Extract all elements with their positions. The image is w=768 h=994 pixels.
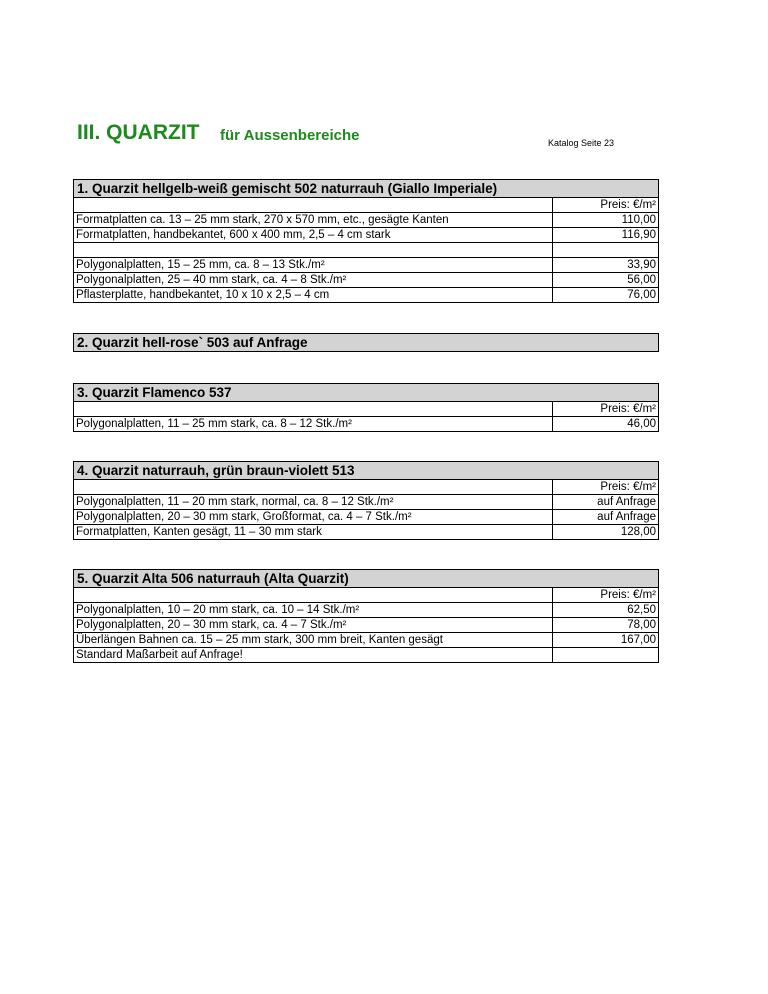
row-description	[74, 480, 553, 495]
row-price: 62,50	[553, 603, 659, 618]
table-row	[74, 588, 659, 603]
section-heading: 5. Quarzit Alta 506 naturrauh (Alta Quarzit)	[74, 570, 659, 588]
table-row	[74, 402, 659, 417]
row-price: 76,00	[553, 288, 659, 303]
row-description: Polygonalplatten, 25 – 40 mm stark, ca. 4 – 8 Stk./m²	[74, 273, 553, 288]
table-row	[74, 495, 659, 510]
table-row	[74, 633, 659, 648]
row-description: Standard Maßarbeit auf Anfrage!	[74, 648, 553, 663]
page-title: III. QUARZIT	[77, 121, 200, 144]
section-heading: 4. Quarzit naturrauh, grün braun-violett 513	[74, 462, 659, 480]
row-description: Polygonalplatten, 11 – 25 mm stark, ca. 8 – 12 Stk./m²	[74, 417, 553, 432]
row-price: auf Anfrage	[553, 510, 659, 525]
row-description: Formatplatten, handbekantet, 600 x 400 mm, 2,5 – 4 cm stark	[74, 228, 553, 243]
table-row	[74, 198, 659, 213]
table-row	[74, 648, 659, 663]
row-description: Pflasterplatte, handbekantet, 10 x 10 x 2,5 – 4 cm	[74, 288, 553, 303]
row-description: Formatplatten ca. 13 – 25 mm stark, 270 x 570 mm, etc., gesägte Kanten	[74, 213, 553, 228]
row-description	[74, 588, 553, 603]
section-gruen-braun-violett	[73, 461, 659, 540]
table-row	[74, 525, 659, 540]
row-price: Preis: €/m²	[553, 198, 659, 213]
section-alta-quarzit	[73, 569, 659, 663]
section-heading: 1. Quarzit hellgelb-weiß gemischt 502 naturrauh (Giallo Imperiale)	[74, 180, 659, 198]
table-row	[74, 273, 659, 288]
section-heading: 2. Quarzit hell-rose` 503 auf Anfrage	[74, 334, 659, 352]
table-row	[74, 243, 659, 258]
section-giallo-imperiale	[73, 179, 659, 303]
row-price: Preis: €/m²	[553, 480, 659, 495]
row-description: Polygonalplatten, 20 – 30 mm stark, ca. 4 – 7 Stk./m²	[74, 618, 553, 633]
row-price: 78,00	[553, 618, 659, 633]
row-price: 167,00	[553, 633, 659, 648]
row-price: 128,00	[553, 525, 659, 540]
page-subtitle: für Aussenbereiche	[220, 127, 360, 144]
row-price: 33,90	[553, 258, 659, 273]
table-row	[74, 288, 659, 303]
section-flamenco	[73, 383, 659, 432]
row-price: Preis: €/m²	[553, 588, 659, 603]
row-description: Polygonalplatten, 15 – 25 mm, ca. 8 – 13 Stk./m²	[74, 258, 553, 273]
row-description: Formatplatten, Kanten gesägt, 11 – 30 mm stark	[74, 525, 553, 540]
row-description: Überlängen Bahnen ca. 15 – 25 mm stark, 300 mm breit, Kanten gesägt	[74, 633, 553, 648]
table-row	[74, 228, 659, 243]
table-row	[74, 480, 659, 495]
row-price	[553, 648, 659, 663]
table-row	[74, 258, 659, 273]
row-price: Preis: €/m²	[553, 402, 659, 417]
row-description: Polygonalplatten, 10 – 20 mm stark, ca. 10 – 14 Stk./m²	[74, 603, 553, 618]
catalog-reference: Katalog Seite 23	[548, 138, 615, 148]
row-price: 56,00	[553, 273, 659, 288]
row-price	[553, 243, 659, 258]
section-hell-rose	[73, 333, 659, 352]
section-heading: 3. Quarzit Flamenco 537	[74, 384, 659, 402]
row-price: 46,00	[553, 417, 659, 432]
table-row	[74, 213, 659, 228]
row-price: auf Anfrage	[553, 495, 659, 510]
table-row	[74, 618, 659, 633]
row-description: Polygonalplatten, 11 – 20 mm stark, normal, ca. 8 – 12 Stk./m²	[74, 495, 553, 510]
table-row	[74, 603, 659, 618]
row-description	[74, 198, 553, 213]
row-description: Polygonalplatten, 20 – 30 mm stark, Großformat, ca. 4 – 7 Stk./m²	[74, 510, 553, 525]
row-description	[74, 402, 553, 417]
table-row	[74, 510, 659, 525]
row-price: 110,00	[553, 213, 659, 228]
row-price: 116,90	[553, 228, 659, 243]
table-row	[74, 417, 659, 432]
row-description	[74, 243, 553, 258]
